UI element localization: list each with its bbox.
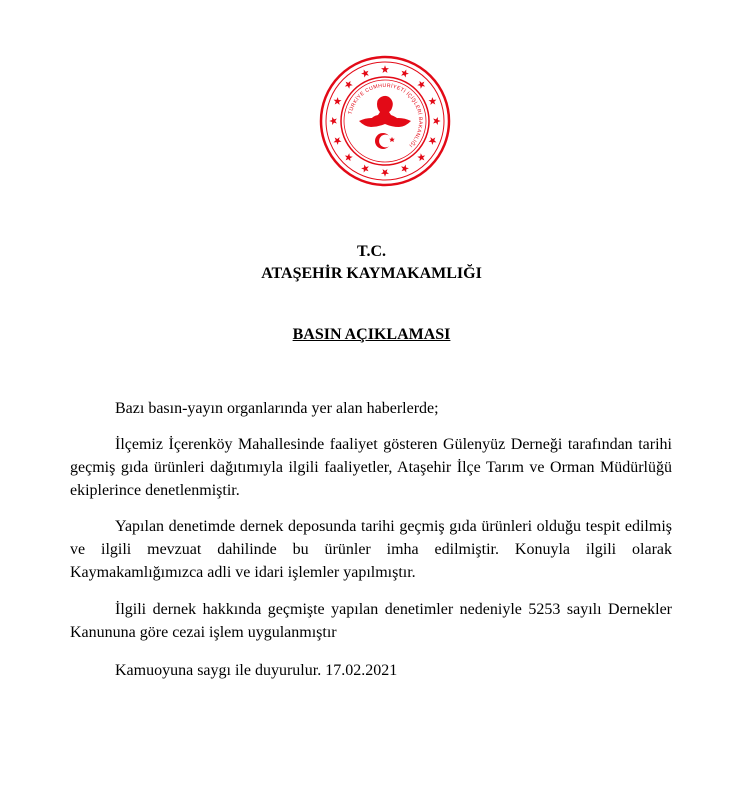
seal-star-icon <box>429 137 437 145</box>
paragraph-findings: Yapılan denetimde dernek deposunda tarihi geçmiş gıda ürünleri olduğu tespit edilmiş ve ilgili mevzuat dahilinde bu ürünler imha edilmiştir. Konuyla ilgili olarak Kaymakamlığımızca adli ve idari işlemler yapılmıştır. <box>70 518 672 581</box>
header-institution: ATAŞEHİR KAYMAKAMLIĞI <box>261 265 482 282</box>
paragraph-closing: Kamuoyuna saygı ile duyurulur. 17.02.2021 <box>115 662 398 679</box>
seal-star-icon <box>381 169 389 177</box>
header-tc: T.C. <box>356 243 387 260</box>
seal-star-icon <box>345 153 353 161</box>
seal-star-icon <box>345 81 353 89</box>
seal-star-icon <box>334 137 342 145</box>
ministry-seal-logo <box>319 55 451 187</box>
document-title: BASIN AÇIKLAMASI <box>292 326 451 343</box>
paragraph-penalty: İlgili dernek hakkında geçmişte yapılan denetimler nedeniyle 5253 sayılı Dernekler Kanununa göre cezai işlem uygulanmıştır <box>70 601 672 641</box>
seal-star-icon <box>401 70 409 78</box>
seal-star-icon <box>361 70 369 78</box>
seal-star-icon <box>361 165 369 173</box>
seal-star-icon <box>401 165 409 173</box>
seal-ring-text: TÜRKİYE CUMHURİYETİ İÇİŞLERİ BAKANLIĞI <box>347 82 424 149</box>
seal-star-icon <box>417 153 425 161</box>
seal-star-icon <box>417 81 425 89</box>
paragraph-intro: Bazı basın-yayın organlarında yer alan haberlerde; <box>115 400 439 417</box>
seal-star-icon <box>429 97 437 105</box>
seal-star-icon <box>334 97 342 105</box>
paragraph-inspection: İlçemiz İçerenköy Mahallesinde faaliyet gösteren Gülenyüz Derneği tarafından tarihi geçmiş gıda ürünleri dağıtımıyla ilgili faaliyetler, Ataşehir İlçe Tarım ve Orman Müdürlüğü ekiplerince denetlenmiştir. <box>70 436 672 499</box>
seal-star-icon <box>329 117 337 125</box>
seal-star-icon <box>381 65 389 73</box>
seal-star-icon <box>433 117 441 125</box>
